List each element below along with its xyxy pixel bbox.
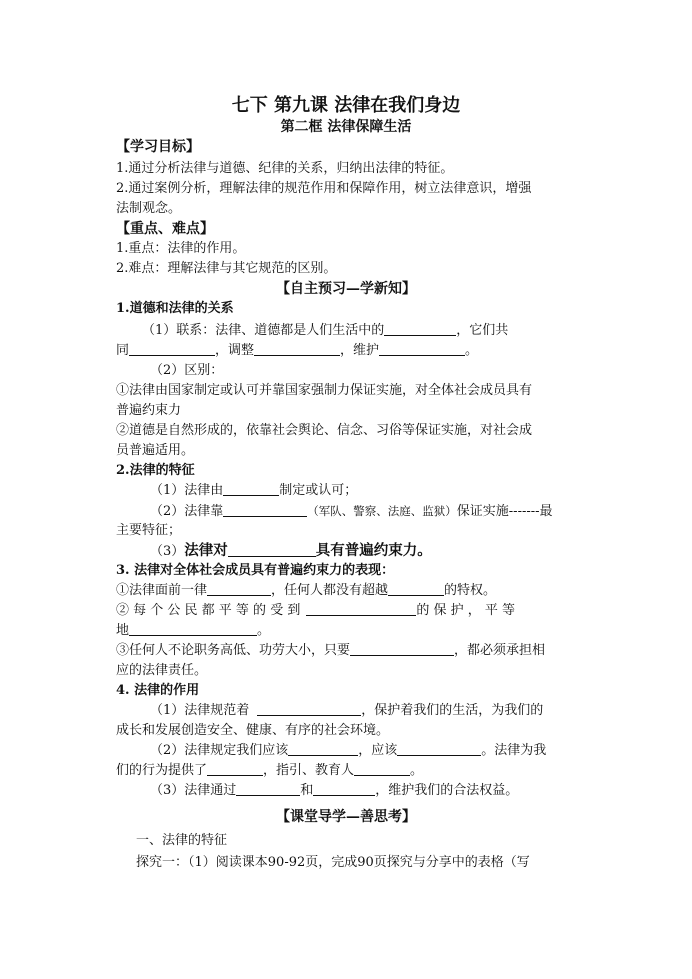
- preview-heading: 【自主预习—学新知】: [276, 281, 416, 297]
- text-line: 成长和发展创造安全、健康、有序的社会环境。: [116, 723, 390, 738]
- explore-text: 探究一：（1）阅读课本90-92页，完成90页探究与分享中的表格（写: [136, 855, 530, 870]
- blank[interactable]: [228, 543, 316, 557]
- objective-item: 1.通过分析法律与道德、纪律的关系，归纳出法律的特征。: [116, 161, 454, 176]
- blank[interactable]: [306, 602, 416, 616]
- blank[interactable]: [354, 762, 410, 776]
- text-line: 应的法律责任。: [116, 663, 208, 678]
- fill-line: ③任何人不论职务高低、功劳大小，只要 ，都必须承担相: [116, 643, 546, 658]
- fill-line: 地 。: [116, 623, 271, 638]
- fill-line: （3）法律通过 和 ，维护我们的合法权益。: [150, 783, 519, 798]
- blank[interactable]: [207, 762, 263, 776]
- section-4-title: 4. 法律的作用: [116, 683, 200, 698]
- fill-line: 们的行为提供了 ，指引、教育人 。: [116, 763, 424, 778]
- subsection-title: 一、法律的特征: [136, 833, 228, 848]
- blank[interactable]: [129, 622, 257, 636]
- blank[interactable]: [288, 742, 358, 756]
- objective-item: 2.通过案例分析，理解法律的规范作用和保障作用，树立法律意识，增强: [116, 181, 532, 196]
- text-line: ①法律由国家制定或认可并靠国家强制力保证实施，对全体社会成员具有: [116, 383, 533, 398]
- classroom-heading: 【课堂导学—善思考】: [276, 809, 416, 825]
- objective-item: 法制观念。: [116, 201, 182, 216]
- keypoints-heading: 【重点、难点】: [116, 221, 214, 237]
- blank[interactable]: [223, 482, 279, 496]
- blank[interactable]: [257, 702, 361, 716]
- fill-line: ② 每 个 公 民 都 平 等 的 受 到 的 保 护 ， 平 等: [116, 603, 515, 618]
- keypoint-item: 1.重点：法律的作用。: [116, 241, 246, 256]
- blank[interactable]: [254, 342, 340, 356]
- section-3-title: 3. 法律对全体社会成员具有普遍约束力的表现：: [116, 563, 395, 578]
- blank[interactable]: [223, 503, 307, 517]
- fill-line: （1）法律由 制定或认可；: [150, 483, 358, 498]
- text-line: （2）区别：: [150, 363, 224, 378]
- section-1-title: 1.道德和法律的关系: [116, 301, 234, 316]
- page-title: 七下 第九课 法律在我们身边: [231, 95, 461, 116]
- blank[interactable]: [350, 642, 454, 656]
- blank[interactable]: [379, 342, 465, 356]
- blank[interactable]: [388, 582, 444, 596]
- fill-line: （1）法律规范着 ，保护着我们的生活，为我们的: [150, 703, 544, 718]
- text-line: 员普遍适用。: [116, 443, 195, 458]
- fill-line: （2）法律规定我们应该 ，应该 。法律为我: [150, 743, 547, 758]
- text-line: ②道德是自然形成的，依靠社会舆论、信念、习俗等保证实施，对社会成: [116, 423, 533, 438]
- blank[interactable]: [384, 322, 456, 336]
- blank[interactable]: [397, 742, 481, 756]
- text-line: 主要特征；: [116, 523, 182, 538]
- keypoint-item: 2.难点：理解法律与其它规范的区别。: [116, 261, 337, 276]
- blank[interactable]: [313, 782, 375, 796]
- text-line: 普遍约束力: [116, 403, 182, 418]
- blank[interactable]: [236, 782, 300, 796]
- blank[interactable]: [207, 582, 271, 596]
- fill-line: （1）联系：法律、道德都是人们生活中的 ，它们共: [142, 323, 509, 338]
- fill-line: ①法律面前一律 ，任何人都没有超越 的特权。: [116, 583, 497, 598]
- fill-line: （3）法律对 具有普遍约束力。: [150, 542, 432, 559]
- objectives-heading: 【学习目标】: [116, 139, 200, 155]
- fill-line: 同 ，调整 ，维护 。: [116, 343, 479, 358]
- section-2-title: 2.法律的特征: [116, 463, 195, 478]
- page-subtitle: 第二框 法律保障生活: [280, 119, 412, 135]
- blank[interactable]: [129, 342, 215, 356]
- fill-line: （2）法律靠 （军队、警察、法庭、监狱）保证实施-------最: [150, 504, 553, 519]
